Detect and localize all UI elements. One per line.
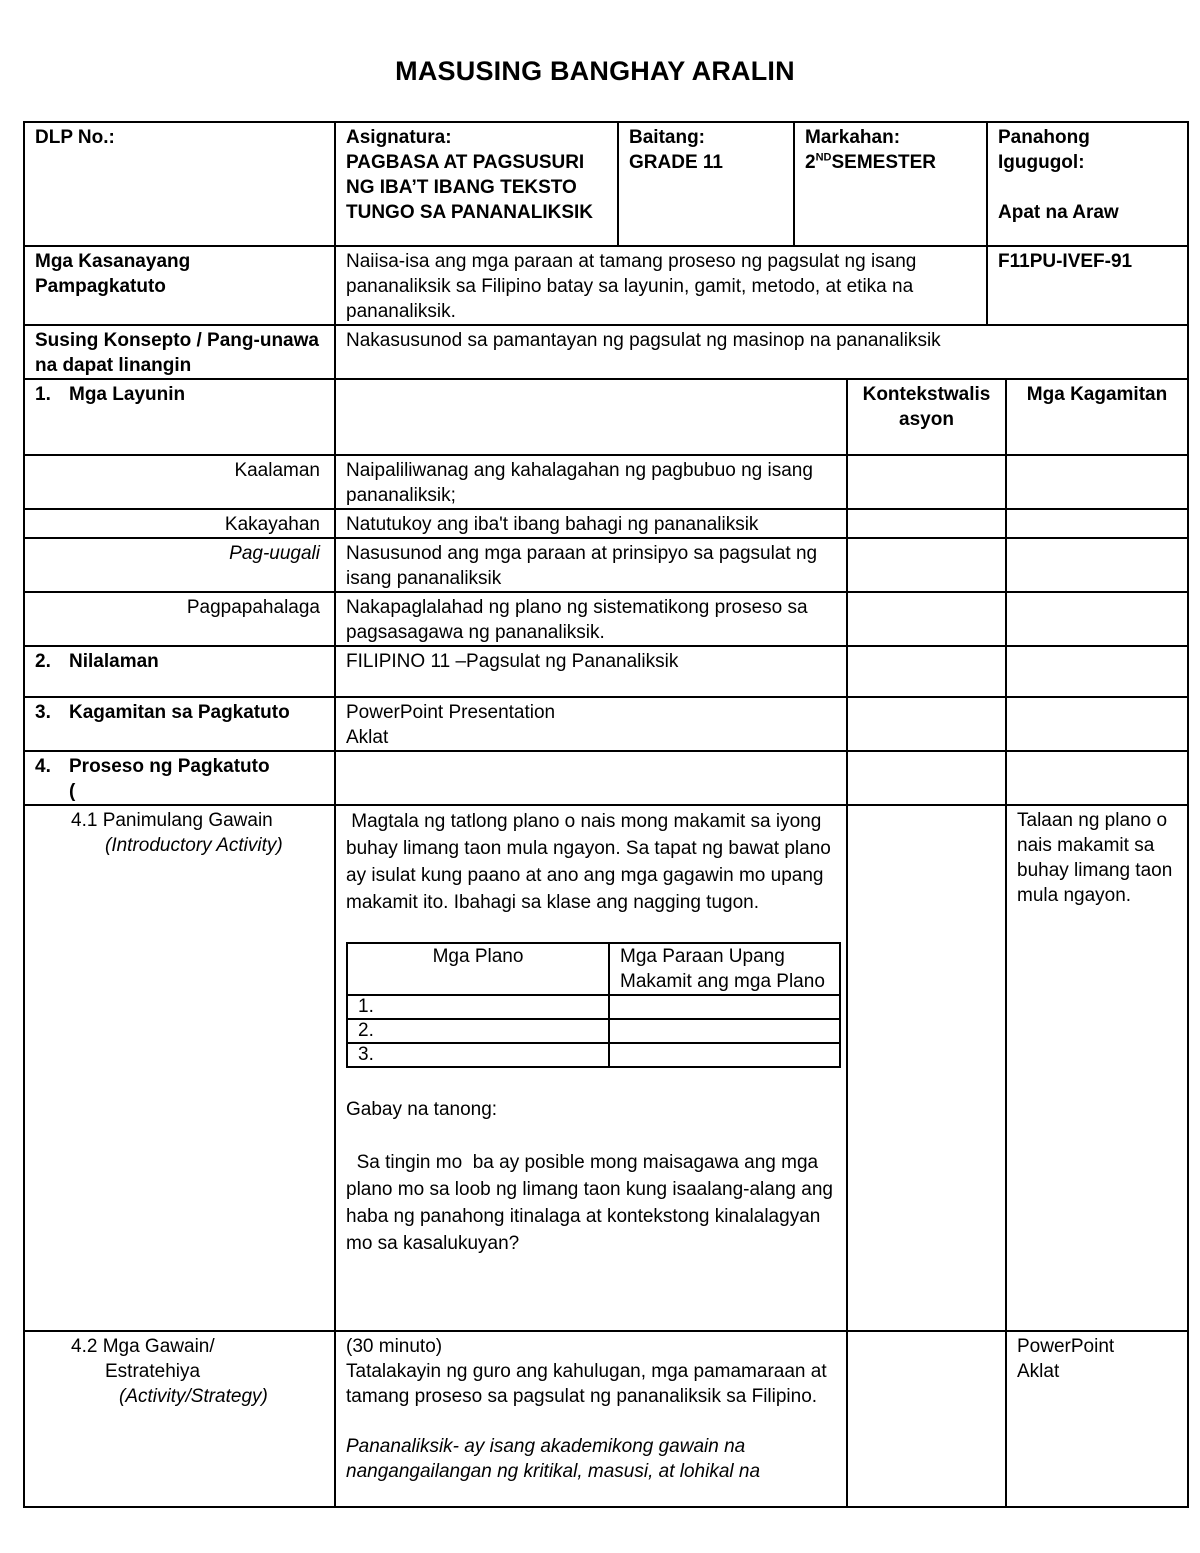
gawain-label-2: Estratehiya — [105, 1361, 201, 1382]
plano-row — [347, 995, 840, 1019]
kagamitan-cell — [1006, 697, 1188, 751]
kagamitan-cell — [1006, 646, 1188, 697]
baitang-cell — [618, 122, 794, 246]
kagamitan-cell — [1006, 509, 1188, 538]
gabay-tanong: Sa tingin mo ba ay posible mong maisagawa ang mga plano mo sa loob ng limang taon kung isaalang-alang ang haba ng panahong itinalaga at kontekstong kinalalagyan mo sa kasalukuyan? — [346, 1152, 839, 1254]
gawain-row — [24, 1331, 1188, 1507]
layunin-num: 1. — [35, 384, 51, 405]
panimulang-label-1: 4.1 Panimulang Gawain — [71, 810, 273, 831]
layunin-header-row — [24, 379, 1188, 455]
susing-konsepto-label: Susing Konsepto / Pang-unawa na dapat linangin — [24, 325, 335, 379]
markahan-value: SEMESTER — [831, 152, 936, 173]
asignatura-value: PAGBASA AT PAGSUSURI NG IBA’T IBANG TEKSTO TUNGO SA PANANALIKSIK — [346, 152, 593, 223]
kagamitan-value-2: Aklat — [346, 727, 389, 748]
proseso-blank-cell — [335, 751, 847, 805]
layunin-row-label: Kakayahan — [24, 509, 335, 538]
konteks-cell — [847, 697, 1006, 751]
layunin-row-label: Kaalaman — [24, 455, 335, 509]
proseso-num: 4. — [35, 756, 51, 777]
layunin-row — [24, 509, 1188, 538]
plano-row-blank — [609, 995, 840, 1019]
gawain-label-3: (Activity/Strategy) — [119, 1386, 268, 1407]
konteks-cell — [847, 1331, 1006, 1507]
gawain-label-cell — [24, 1331, 335, 1507]
plano-row — [347, 1043, 840, 1067]
kagamitan-value-1: PowerPoint Presentation — [346, 702, 556, 723]
plano-col1: Mga Plano — [347, 943, 609, 995]
kasanayan-code: F11PU-IVEF-91 — [987, 246, 1188, 325]
plano-row-num: 1. — [347, 995, 609, 1019]
kagamitan-label: Kagamitan sa Pagkatuto — [69, 702, 290, 723]
layunin-row — [24, 538, 1188, 592]
panimulang-kagamitan: Talaan ng plano o nais makamit sa buhay limang taon mula ngayon. — [1006, 805, 1188, 1331]
konteks-cell — [847, 805, 1006, 1331]
markahan-value-line — [805, 150, 976, 175]
proseso-label: Proseso ng Pagkatuto — [69, 756, 270, 777]
gawain-text: Tatalakayin ng guro ang kahulugan, mga pamamaraan at tamang proseso sa pagsulat ng pananaliksik sa Filipino. — [346, 1361, 827, 1407]
layunin-row-value: Nasusunod ang mga paraan at prinsipyo sa pagsulat ng isang pananaliksik — [335, 538, 847, 592]
layunin-row-label: Pag-uugali — [24, 538, 335, 592]
kagamitan-cell — [1006, 592, 1188, 646]
gabay-label: Gabay na tanong: — [346, 1099, 498, 1120]
kagamitan-cell — [1006, 455, 1188, 509]
nilalaman-label-cell — [24, 646, 335, 697]
markahan-sup: ND — [815, 151, 832, 164]
konteks-cell — [847, 592, 1006, 646]
layunin-row — [24, 455, 1188, 509]
gawain-kagamitan-1: PowerPoint — [1017, 1336, 1115, 1357]
proseso-label-cell — [24, 751, 335, 805]
markahan-label: Markahan: — [805, 127, 901, 148]
layunin-row-value: Natutukoy ang iba't ibang bahagi ng pananaliksik — [335, 509, 847, 538]
konteks-cell — [847, 646, 1006, 697]
layunin-blank-cell — [335, 379, 847, 455]
gawain-kagamitan-cell — [1006, 1331, 1188, 1507]
plano-row — [347, 1019, 840, 1043]
header-row — [24, 122, 1188, 246]
layunin-row-value: Nakapaglalahad ng plano ng sistematikong proseso sa pagsasagawa ng pananaliksik. — [335, 592, 847, 646]
kasanayan-label: Mga Kasanayang Pampagkatuto — [24, 246, 335, 325]
layunin-label-cell — [24, 379, 335, 455]
konteks-header: Kontekstwalisasyon — [847, 379, 1006, 455]
plano-row-blank — [609, 1019, 840, 1043]
konteks-cell — [847, 751, 1006, 805]
asignatura-cell — [335, 122, 618, 246]
nilalaman-num: 2. — [35, 651, 51, 672]
kagamitan-cell — [1006, 538, 1188, 592]
kagamitan-value-cell — [335, 697, 847, 751]
asignatura-label: Asignatura: — [346, 127, 452, 148]
kagamitan-cell — [1006, 751, 1188, 805]
plano-row-blank — [609, 1043, 840, 1067]
panahong-label: Panahong Igugugol: — [998, 127, 1090, 173]
gawain-time: (30 minuto) — [346, 1336, 443, 1357]
kagamitan-num: 3. — [35, 702, 51, 723]
layunin-row-label: Pagpapahalaga — [24, 592, 335, 646]
panimulang-label-2: (Introductory Activity) — [105, 835, 283, 856]
gawain-content-cell — [335, 1331, 847, 1507]
susing-konsepto-row — [24, 325, 1188, 379]
kasanayan-row — [24, 246, 1188, 325]
plano-row-num: 3. — [347, 1043, 609, 1067]
panimulang-label-cell — [24, 805, 335, 1331]
nilalaman-row — [24, 646, 1188, 697]
plano-col2: Mga Paraan Upang Makamit ang mga Plano — [609, 943, 840, 995]
layunin-row-value: Naipaliliwanag ang kahalagahan ng pagbubuo ng isang pananaliksik; — [335, 455, 847, 509]
plano-header-row — [347, 943, 840, 995]
konteks-cell — [847, 538, 1006, 592]
plano-row-num: 2. — [347, 1019, 609, 1043]
document-title: MASUSING BANGHAY ARALIN — [395, 56, 795, 86]
gawain-kagamitan-2: Aklat — [1017, 1361, 1060, 1382]
kagamitan-label-cell — [24, 697, 335, 751]
kagamitan-header: Mga Kagamitan — [1006, 379, 1188, 455]
gawain-label-1: 4.2 Mga Gawain/ — [71, 1336, 215, 1357]
kasanayan-value: Naiisa-isa ang mga paraan at tamang proseso ng pagsulat ng isang pananaliksik sa Filipino batay sa layunin, gamit, metodo, at etika na pananaliksik. — [335, 246, 987, 325]
panimulang-row — [24, 805, 1188, 1331]
baitang-label: Baitang: — [629, 127, 705, 148]
nilalaman-value: FILIPINO 11 –Pagsulat ng Pananaliksik — [335, 646, 847, 697]
panahong-cell — [987, 122, 1188, 246]
markahan-num: 2 — [805, 152, 816, 173]
susing-konsepto-value: Nakasusunod sa pamantayan ng pagsulat ng masinop na pananaliksik — [335, 325, 1188, 379]
markahan-cell — [794, 122, 987, 246]
proseso-label-2: ( — [69, 781, 76, 802]
layunin-row — [24, 592, 1188, 646]
plano-table — [346, 942, 841, 1068]
gawain-italic: Pananaliksik- ay isang akademikong gawain na nangangailangan ng kritikal, masusi, at lohikal na — [346, 1436, 761, 1482]
panimulang-text: Magtala ng tatlong plano o nais mong makamit sa iyong buhay limang taon mula ngayon. Sa tapat ng bawat plano ay isulat kung paano at ano ang mga gagawin mo upang makamit ito. Ibahagi sa klase ang nagging tugon. — [346, 811, 837, 913]
konteks-cell — [847, 455, 1006, 509]
panahong-value: Apat na Araw — [998, 202, 1119, 223]
kagamitan-row — [24, 697, 1188, 751]
baitang-value: GRADE 11 — [629, 152, 723, 173]
proseso-row — [24, 751, 1188, 805]
konteks-cell — [847, 509, 1006, 538]
dlp-label: DLP No.: — [35, 127, 115, 148]
panimulang-content-cell — [335, 805, 847, 1331]
dlp-cell — [24, 122, 335, 246]
nilalaman-label: Nilalaman — [69, 651, 159, 672]
layunin-label: Mga Layunin — [69, 384, 186, 405]
lesson-plan-table — [23, 121, 1189, 1508]
